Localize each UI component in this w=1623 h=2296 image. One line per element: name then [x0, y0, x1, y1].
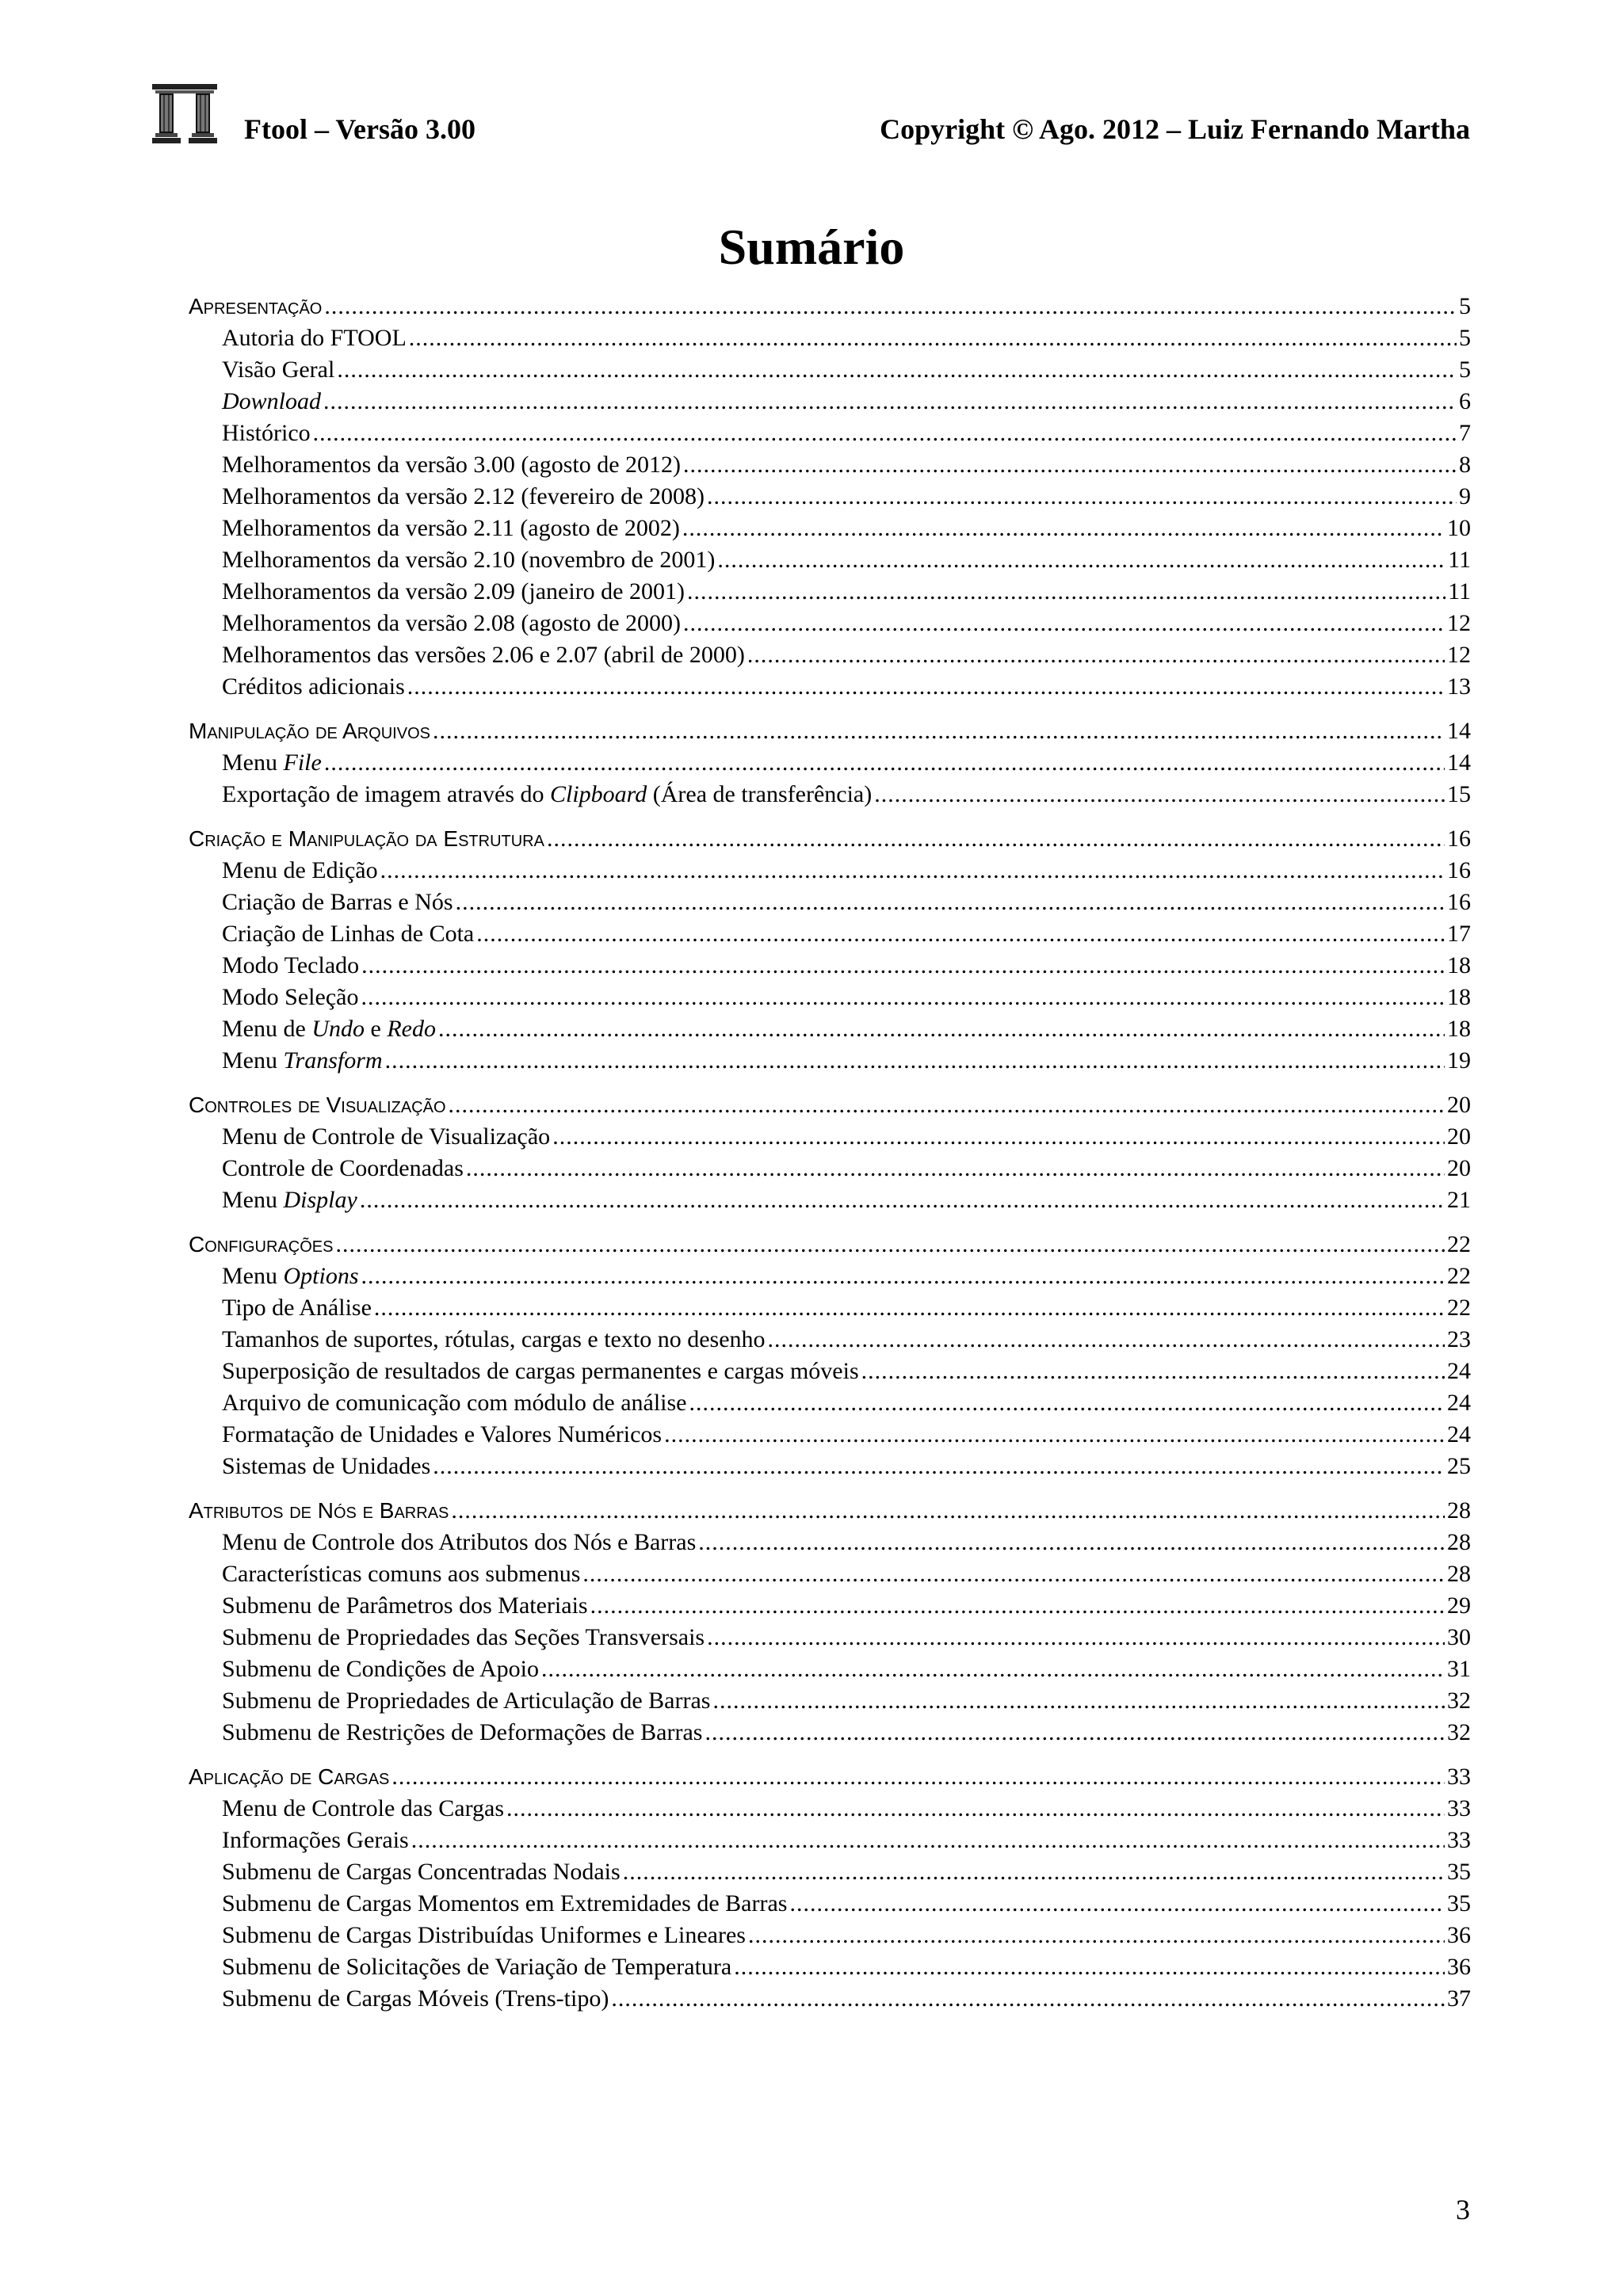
toc-entry[interactable] — [189, 610, 1471, 642]
toc-entry-title — [222, 1047, 383, 1074]
toc-page-number: 15 — [1447, 781, 1471, 807]
toc-page-number: 11 — [1448, 547, 1471, 573]
toc-entry-text: Exportação de imagem através do — [222, 781, 550, 807]
toc-section-entry[interactable] — [189, 1092, 1471, 1123]
toc-page-number: 24 — [1447, 1358, 1471, 1384]
toc-entry-title: Superposição de resultados de cargas permanentes e cargas móveis — [222, 1358, 859, 1384]
toc-entry-title: Melhoramentos da versão 2.09 (janeiro de 2001) — [222, 578, 685, 605]
toc-entry[interactable] — [189, 1047, 1471, 1079]
toc-section-entry[interactable] — [189, 1764, 1471, 1795]
toc-entry[interactable] — [189, 357, 1471, 388]
dot-leader — [324, 293, 1457, 320]
toc-section-title: Aplicação de Cargas — [189, 1764, 390, 1789]
toc-entry[interactable] — [189, 857, 1471, 889]
toc-entry-title: Submenu de Propriedades de Articulação de Barras — [222, 1688, 711, 1714]
toc-entry[interactable] — [189, 547, 1471, 578]
toc-page-number: 6 — [1459, 388, 1471, 414]
dot-leader — [541, 1656, 1445, 1683]
toc-section-entry[interactable] — [189, 293, 1471, 325]
toc-entry-title — [222, 1187, 357, 1214]
toc-entry-title: Criação de Barras e Nós — [222, 889, 453, 915]
toc-entry-title: Autoria do FTOOL — [222, 325, 407, 351]
toc-entry-title: Melhoramentos da versão 2.10 (novembro de 2001) — [222, 547, 716, 573]
greek-column-logo-icon — [151, 82, 219, 146]
toc-page-number: 35 — [1447, 1859, 1471, 1885]
dot-leader — [705, 1719, 1445, 1746]
toc-page-number: 16 — [1447, 889, 1471, 915]
toc-entry-title: Melhoramentos da versão 2.08 (agosto de 2000) — [222, 610, 682, 636]
toc-section — [189, 826, 1471, 1079]
dot-leader — [337, 357, 1457, 383]
header-title: Ftool – Versão 3.00 — [244, 113, 475, 145]
toc-section-title: Manipulação de Arquivos — [189, 719, 430, 743]
toc-entry[interactable] — [189, 325, 1471, 357]
toc-entry[interactable] — [189, 420, 1471, 452]
toc-page-number: 18 — [1447, 984, 1471, 1010]
toc-entry[interactable] — [189, 1954, 1471, 1985]
toc-page-number: 37 — [1447, 1985, 1471, 2012]
toc-entry-title: Submenu de Cargas Distribuídas Uniformes e Lineares — [222, 1922, 746, 1948]
toc-entry[interactable] — [189, 1453, 1471, 1485]
toc-page-number: 33 — [1447, 1827, 1471, 1853]
toc-page-number: 31 — [1447, 1656, 1471, 1682]
toc-section-title: Configurações — [189, 1232, 334, 1257]
toc-section — [189, 1231, 1471, 1485]
toc-entry[interactable] — [189, 1123, 1471, 1155]
dot-leader — [407, 673, 1445, 700]
page-number: 3 — [1456, 2194, 1470, 2225]
toc-section — [189, 293, 1471, 705]
toc-entry-italic-text: Transform — [283, 1047, 383, 1074]
dot-leader — [707, 1624, 1445, 1651]
toc-entry[interactable] — [189, 1016, 1471, 1047]
toc-page-number: 23 — [1447, 1326, 1471, 1352]
toc-entry-title: Melhoramentos da versão 2.12 (fevereiro de 2008) — [222, 483, 705, 509]
toc-page-number: 12 — [1447, 610, 1471, 636]
toc-entry-title: Submenu de Cargas Móveis (Trens-tipo) — [222, 1985, 609, 2012]
toc-page-number: 30 — [1447, 1624, 1471, 1650]
toc-entry-title: Melhoramentos da versão 2.11 (agosto de 2002) — [222, 515, 680, 541]
dot-leader — [374, 1295, 1445, 1322]
toc-page-number: 36 — [1447, 1954, 1471, 1980]
dot-leader — [861, 1358, 1445, 1385]
dot-leader — [438, 1016, 1445, 1043]
toc-entry[interactable] — [189, 1624, 1471, 1656]
toc-page-number: 32 — [1447, 1719, 1471, 1745]
dot-leader — [456, 889, 1445, 916]
toc-entry-title: Tipo de Análise — [222, 1295, 372, 1321]
toc-section-entry[interactable] — [189, 718, 1471, 749]
toc-entry-text: Menu — [222, 1047, 284, 1074]
toc-page-number: 36 — [1447, 1922, 1471, 1948]
toc-entry[interactable] — [189, 1922, 1471, 1954]
toc-page-number: 16 — [1447, 857, 1471, 883]
toc-entry-title: Menu de Edição — [222, 857, 378, 883]
toc-page-number: 24 — [1447, 1421, 1471, 1447]
dot-leader — [433, 1453, 1445, 1480]
dot-leader — [506, 1795, 1445, 1822]
toc-entry-text: Menu — [222, 1187, 284, 1213]
page-header — [151, 82, 1470, 146]
toc-page-number: 33 — [1447, 1764, 1471, 1790]
toc-page-number: 33 — [1447, 1795, 1471, 1821]
dot-leader — [361, 1263, 1445, 1290]
toc-page-number: 22 — [1447, 1263, 1471, 1289]
toc-entry[interactable] — [189, 642, 1471, 673]
dot-leader — [683, 610, 1445, 637]
toc-entry-title: Criação de Linhas de Cota — [222, 921, 475, 947]
toc-entry-title: Menu de Controle de Visualização — [222, 1123, 551, 1150]
toc-entry-text: e — [364, 1016, 388, 1042]
toc-page-number: 20 — [1447, 1123, 1471, 1150]
toc-entry[interactable] — [189, 889, 1471, 921]
toc-entry-title — [222, 781, 872, 808]
toc-page-number: 18 — [1447, 952, 1471, 978]
toc-section-title: Controles de Visualização — [189, 1093, 446, 1117]
toc-entry-title: Histórico — [222, 420, 311, 446]
dot-leader — [747, 642, 1445, 669]
dot-leader — [687, 578, 1445, 605]
toc-entry[interactable] — [189, 1719, 1471, 1751]
toc-entry[interactable] — [189, 1795, 1471, 1827]
toc-entry[interactable] — [189, 1529, 1471, 1561]
toc-entry-italic-text: Undo — [311, 1016, 365, 1042]
dot-leader — [611, 1985, 1445, 2012]
toc-entry-title: Submenu de Cargas Momentos em Extremidades de Barras — [222, 1890, 788, 1917]
toc-section-title: Atributos de Nós e Barras — [189, 1498, 449, 1523]
toc-page-number: 22 — [1447, 1231, 1471, 1257]
dot-leader — [391, 1764, 1445, 1791]
toc-page-number: 11 — [1448, 578, 1471, 605]
toc-entry-title: Submenu de Restrições de Deformações de Barras — [222, 1719, 703, 1745]
toc-page-number: 32 — [1447, 1688, 1471, 1714]
dot-leader — [360, 1187, 1445, 1214]
toc-entry-title: Submenu de Condições de Apoio — [222, 1656, 539, 1682]
toc-entry-text: (Área de transferência) — [647, 781, 873, 807]
dot-leader — [712, 1688, 1445, 1714]
toc-page-number: 28 — [1447, 1561, 1471, 1587]
toc-entry-italic-text: Display — [283, 1187, 357, 1213]
toc-entry-title — [222, 1016, 436, 1043]
toc-entry-title: Submenu de Propriedades das Seções Transversais — [222, 1624, 705, 1650]
toc-entry[interactable] — [189, 984, 1471, 1016]
toc-page-number: 8 — [1459, 452, 1471, 478]
toc-entry-title: Formatação de Unidades e Valores Numéricos — [222, 1421, 663, 1447]
toc-section-entry[interactable] — [189, 1497, 1471, 1529]
toc-entry-title: Menu de Controle das Cargas — [222, 1795, 505, 1821]
dot-leader — [361, 984, 1445, 1011]
toc-page-number: 13 — [1447, 673, 1471, 700]
toc-section — [189, 1092, 1471, 1219]
toc-page-number: 18 — [1447, 1016, 1471, 1042]
toc-page-number: 25 — [1447, 1453, 1471, 1479]
toc-entry[interactable] — [189, 1656, 1471, 1688]
dot-leader — [433, 718, 1445, 745]
dot-leader — [748, 1922, 1445, 1949]
toc-page-number: 5 — [1459, 325, 1471, 351]
toc-page-number: 20 — [1447, 1092, 1471, 1118]
toc-entry[interactable] — [189, 952, 1471, 984]
header-copyright: Copyright © Ago. 2012 – Luiz Fernando Martha — [880, 113, 1470, 145]
toc-entry[interactable] — [189, 1421, 1471, 1453]
toc-entry[interactable] — [189, 1326, 1471, 1358]
toc-entry[interactable] — [189, 1890, 1471, 1922]
dot-leader — [682, 515, 1445, 542]
toc-entry-title: Características comuns aos submenus — [222, 1561, 581, 1587]
toc-entry[interactable] — [189, 1827, 1471, 1859]
toc-section — [189, 1497, 1471, 1751]
toc-entry-title: Melhoramentos das versões 2.06 e 2.07 (abril de 2000) — [222, 642, 745, 668]
toc-entry-title: Submenu de Parâmetros dos Materiais — [222, 1592, 588, 1619]
dot-leader — [547, 826, 1445, 852]
toc-entry-title — [222, 749, 322, 776]
toc-section-entry[interactable] — [189, 1231, 1471, 1263]
toc-section — [189, 718, 1471, 813]
toc-entry[interactable] — [189, 1592, 1471, 1624]
dot-leader — [590, 1592, 1445, 1619]
dot-leader — [313, 420, 1457, 447]
page-title: Sumário — [718, 219, 905, 275]
toc-entry-text: Menu — [222, 749, 284, 776]
toc-entry-italic-text: Redo — [387, 1016, 436, 1042]
toc-entry-text: Menu — [222, 1263, 284, 1289]
dot-leader — [789, 1890, 1445, 1917]
toc-page-number: 9 — [1459, 483, 1471, 509]
toc-entry-title: Modo Teclado — [222, 952, 360, 978]
toc-entry[interactable] — [189, 1155, 1471, 1187]
toc-entry-title: Arquivo de comunicação com módulo de análise — [222, 1390, 687, 1416]
dot-leader — [734, 1954, 1445, 1981]
toc-entry-title: Melhoramentos da versão 3.00 (agosto de 2012) — [222, 452, 682, 478]
toc-page-number: 28 — [1447, 1497, 1471, 1524]
dot-leader — [451, 1497, 1445, 1524]
toc-entry[interactable] — [189, 483, 1471, 515]
dot-leader — [476, 921, 1445, 948]
toc-entry[interactable] — [189, 1985, 1471, 2017]
dot-leader — [623, 1859, 1445, 1886]
toc-entry-title: Submenu de Cargas Concentradas Nodais — [222, 1859, 621, 1885]
toc-page-number: 7 — [1459, 420, 1471, 446]
toc-page-number: 14 — [1447, 718, 1471, 744]
toc-entry[interactable] — [189, 1295, 1471, 1326]
toc-page-number: 22 — [1447, 1295, 1471, 1321]
toc-entry-italic-text: File — [283, 749, 322, 776]
toc-section-entry[interactable] — [189, 826, 1471, 857]
dot-leader — [582, 1561, 1445, 1588]
toc-page-number: 16 — [1447, 826, 1471, 852]
toc-entry[interactable] — [189, 452, 1471, 483]
toc-page-number: 24 — [1447, 1390, 1471, 1416]
toc-entry-title: Modo Seleção — [222, 984, 359, 1010]
table-of-contents — [189, 293, 1471, 2030]
toc-entry[interactable] — [189, 388, 1471, 420]
dot-leader — [689, 1390, 1445, 1417]
dot-leader — [361, 952, 1445, 979]
toc-section-title: Criação e Manipulação da Estrutura — [189, 826, 544, 851]
toc-section — [189, 1764, 1471, 2017]
dot-leader — [768, 1326, 1445, 1353]
dot-leader — [409, 325, 1457, 352]
toc-page-number: 20 — [1447, 1155, 1471, 1181]
toc-page-number: 5 — [1459, 357, 1471, 383]
toc-entry-title: Visão Geral — [222, 357, 335, 383]
dot-leader — [707, 483, 1457, 510]
dot-leader — [683, 452, 1457, 479]
dot-leader — [323, 388, 1457, 415]
toc-entry[interactable] — [189, 1390, 1471, 1421]
toc-page-number: 5 — [1459, 293, 1471, 319]
dot-leader — [335, 1231, 1445, 1258]
toc-entry-title: Sistemas de Unidades — [222, 1453, 431, 1479]
toc-page-number: 12 — [1447, 642, 1471, 668]
toc-entry-title: Créditos adicionais — [222, 673, 405, 700]
toc-entry[interactable] — [189, 1859, 1471, 1890]
toc-page-number: 21 — [1447, 1187, 1471, 1213]
toc-entry[interactable] — [189, 1187, 1471, 1219]
toc-entry[interactable] — [189, 673, 1471, 705]
toc-entry[interactable] — [189, 1688, 1471, 1719]
toc-entry[interactable] — [189, 1263, 1471, 1295]
toc-entry-title: Menu de Controle dos Atributos dos Nós e Barras — [222, 1529, 697, 1555]
toc-page-number: 17 — [1447, 921, 1471, 947]
toc-entry-title: Tamanhos de suportes, rótulas, cargas e texto no desenho — [222, 1326, 766, 1352]
toc-page-number: 28 — [1447, 1529, 1471, 1555]
dot-leader — [324, 749, 1445, 776]
toc-page-number: 29 — [1447, 1592, 1471, 1619]
toc-entry-title: Submenu de Solicitações de Variação de Temperatura — [222, 1954, 732, 1980]
toc-entry-italic-text: Clipboard — [550, 781, 647, 807]
toc-page-number: 19 — [1447, 1047, 1471, 1074]
dot-leader — [466, 1155, 1445, 1182]
toc-section-title: Apresentação — [189, 294, 323, 318]
dot-leader — [698, 1529, 1445, 1556]
toc-entry-text: Menu de — [222, 1016, 312, 1042]
dot-leader — [874, 781, 1445, 808]
toc-entry[interactable] — [189, 1561, 1471, 1592]
dot-leader — [664, 1421, 1445, 1448]
dot-leader — [449, 1092, 1445, 1119]
toc-entry-title: Download — [222, 388, 322, 414]
toc-entry-title: Controle de Coordenadas — [222, 1155, 464, 1181]
toc-entry-italic-text: Options — [283, 1263, 359, 1289]
dot-leader — [552, 1123, 1445, 1150]
toc-entry-title — [222, 1263, 359, 1290]
toc-entry[interactable] — [189, 749, 1471, 781]
toc-page-number: 10 — [1447, 515, 1471, 541]
toc-entry[interactable] — [189, 781, 1471, 813]
toc-entry[interactable] — [189, 578, 1471, 610]
dot-leader — [717, 547, 1445, 574]
toc-entry[interactable] — [189, 921, 1471, 952]
toc-page-number: 35 — [1447, 1890, 1471, 1917]
toc-entry[interactable] — [189, 515, 1471, 547]
dot-leader — [380, 857, 1445, 884]
toc-page-number: 14 — [1447, 749, 1471, 776]
toc-entry[interactable] — [189, 1358, 1471, 1390]
dot-leader — [385, 1047, 1445, 1074]
dot-leader — [411, 1827, 1445, 1854]
toc-entry-title: Informações Gerais — [222, 1827, 409, 1853]
